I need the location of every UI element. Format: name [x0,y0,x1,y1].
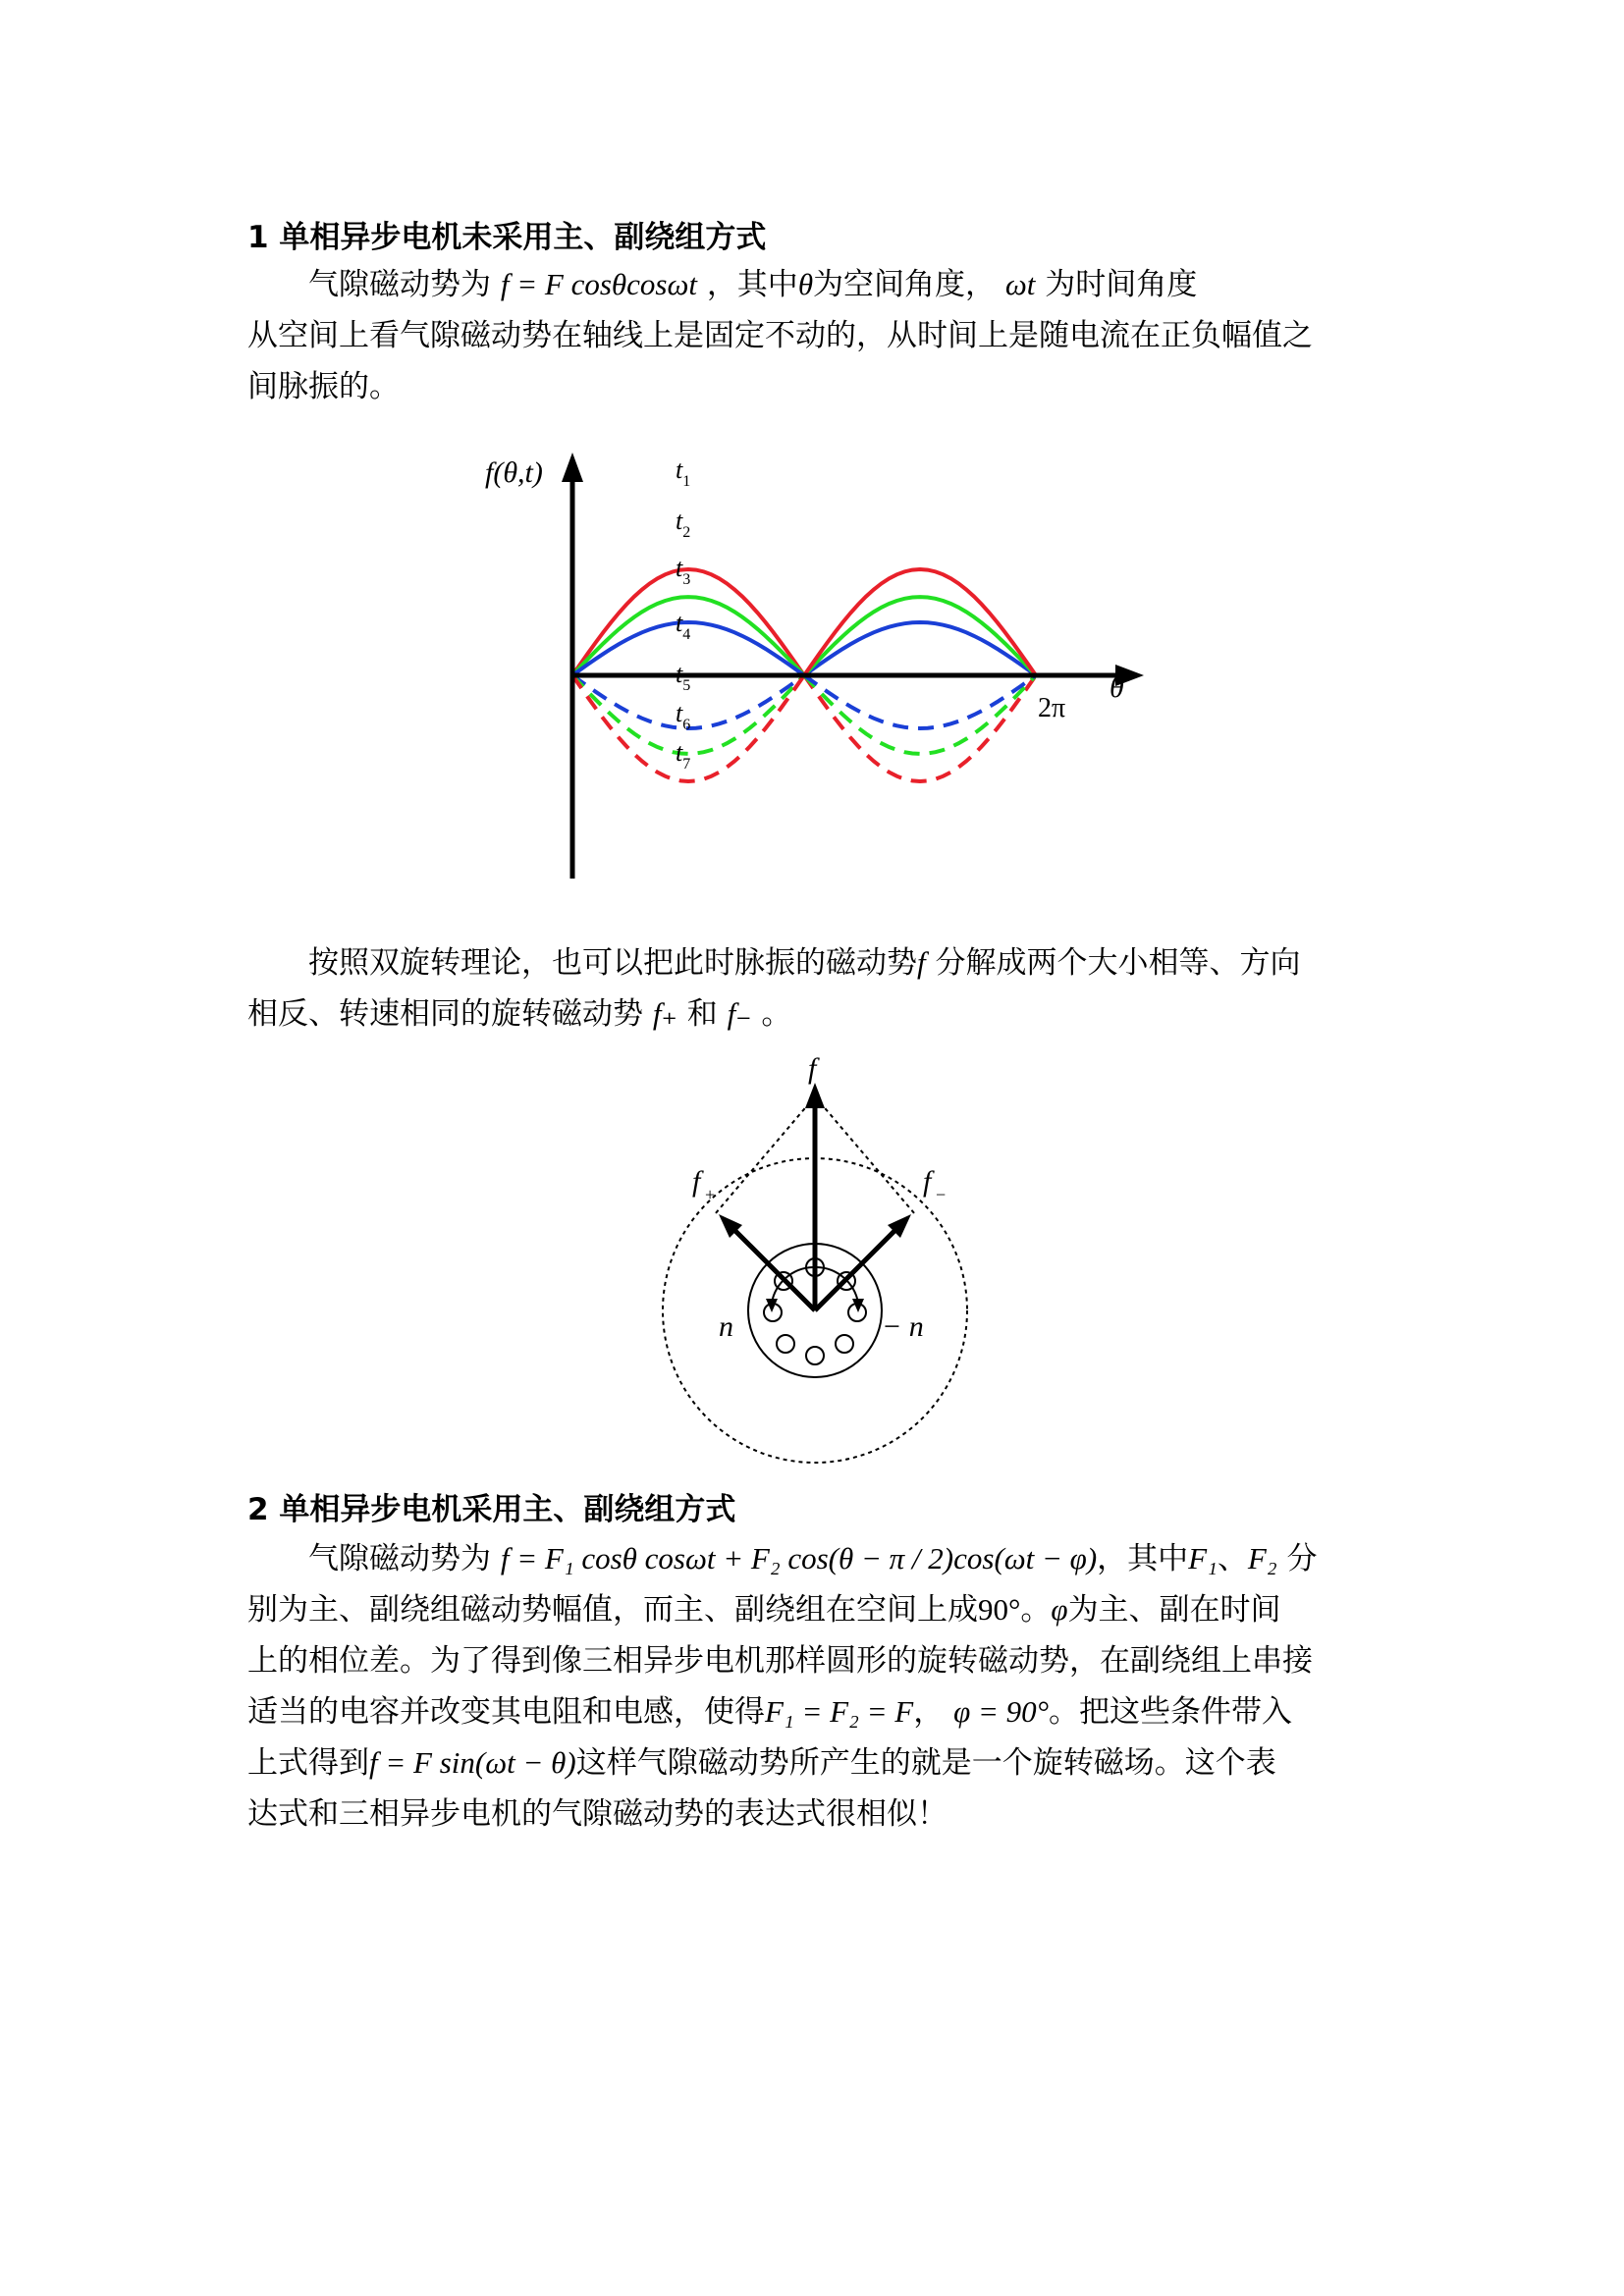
formula-f-cos: f = F cosθcosωt [500,267,697,301]
dashed-tangent-left [715,1096,815,1214]
symbol-F2: F₂ [1247,1541,1277,1575]
curve-label-t4: $t_4$ [676,609,691,643]
symbol-f: f [917,945,926,980]
curve-labels [676,455,690,773]
slot [836,1335,853,1353]
vector-f-minus [815,1222,903,1310]
section1-line1 [247,259,1386,310]
section1b-line2 [247,988,1386,1040]
text-run: 分解成两个大小相等、方向 [935,945,1301,981]
period-label: 2π [1038,693,1066,723]
x-axis-label: θ [1110,671,1124,704]
label-f-plus: f [692,1165,701,1198]
section1-line3: 间脉振的。 [247,369,400,404]
symbol-f-plus: f₊ [652,996,677,1031]
curve-label-sub: 3 [682,571,691,588]
text-run: 按照双旋转理论，也可以把此时脉振的磁动势 [308,945,917,981]
text-run: 相反、转速相同的旋转磁动势 [247,996,643,1032]
section2-heading: 2 单相异步电机采用主、副绕组方式 [247,1492,736,1527]
symbol-phi: φ [1051,1592,1068,1627]
section2-line3: 上的相位差。为了得到像三相异步电机那样圆形的旋转磁动势，在副绕组上串接 [247,1643,1313,1679]
curve-label-t2: $t_2$ [676,507,691,541]
text-run: ，其中 [706,267,798,302]
text-run: 。把这些条件带入 [1049,1694,1293,1730]
text-run: 分 [1286,1541,1318,1576]
text-run: ， [913,1694,945,1730]
label-f: f [808,1052,817,1085]
symbol-f-minus: f₋ [727,996,752,1031]
section2-line5 [247,1737,1386,1789]
label-minus-n: − n [882,1310,924,1343]
label-f-minus: f [923,1165,932,1198]
curve-label-t1: $t_1$ [676,455,691,490]
text-run: 。 [761,996,792,1032]
symbol-90-deg: 90° [978,1592,1021,1627]
text-run: 和 [686,996,718,1032]
curve-label-sub: 1 [682,473,691,490]
text-run: ，其中 [1097,1541,1189,1576]
slot [806,1347,824,1364]
symbol-theta: θ [797,267,814,301]
section1-heading: 1 单相异步电机未采用主、副绕组方式 [247,220,767,255]
section2-line1 [247,1533,1386,1584]
slot [777,1335,794,1353]
section1-line2: 从空间上看气隙磁动势在轴线上是固定不动的，从时间上是随电流在正负幅值之 [247,318,1313,353]
vector-f-plus [727,1222,815,1310]
label-f-plus-sub: + [705,1185,716,1204]
symbol-omega-t: ωt [1004,267,1036,301]
curve-t6-solid [804,597,1036,675]
formula-rotating: f = F sin(ωt − θ) [369,1745,576,1780]
label-n: n [719,1310,733,1343]
section2-line2 [247,1584,1386,1635]
curve-label-sub: 7 [682,756,691,773]
section1b-paragraph [247,937,1386,1040]
figure2-rotating-decomposition [648,1045,982,1477]
text-run: 为主、副在时间 [1067,1592,1281,1628]
formula-F-equal: F₁ = F₂ = F [765,1694,914,1729]
text-run: 为时间角度 [1045,267,1198,302]
y-axis-arrow-icon [562,453,583,482]
section2-line4 [247,1686,1386,1737]
formula-phi-90: φ = 90° [953,1694,1050,1729]
text-run: 、 [1217,1541,1248,1576]
formula-two-winding: f = F₁ cosθ cosωt + F₂ cos(θ − π / 2)cos(ωt − φ) [500,1541,1098,1575]
text-run: 气隙磁动势为 [308,267,491,302]
curve-label-sub: 4 [682,626,691,643]
curve-label-t5: $t_5$ [676,660,691,694]
curve-t2-dashed [804,675,1036,754]
curve-label-sub: 2 [682,524,691,541]
vector-f-arrow-icon [805,1083,825,1108]
text-run: 别为主、副绕组磁动势幅值，而主、副绕组在空间上成 [247,1592,978,1628]
label-f-minus-sub: − [936,1185,947,1204]
figure1-pulsating-mmf [461,447,1168,879]
symbol-F1: F₁ [1188,1541,1218,1575]
section1b-line1 [247,937,1386,988]
text-run: 气隙磁动势为 [308,1541,491,1576]
y-axis-label: f(θ,t) [485,456,543,489]
text-run: 上式得到 [247,1745,369,1781]
curve-label-t7: $t_7$ [676,738,691,773]
text-run: 为空间角度， [813,267,997,302]
curve-label-sub: 5 [682,677,691,694]
text-run: 。 [1020,1592,1052,1628]
curve-label-t3: $t_3$ [676,554,691,588]
section2-line6: 达式和三相异步电机的气隙磁动势的表达式很相似！ [247,1796,947,1832]
section2-paragraph [247,1533,1386,1840]
curve-label-sub: 6 [682,717,691,733]
section1-paragraph [247,259,1386,412]
text-run: 这样气隙磁动势所产生的就是一个旋转磁场。这个表 [575,1745,1276,1781]
text-run: 适当的电容并改变其电阻和电感，使得 [247,1694,765,1730]
curve-label-t6: $t_6$ [676,699,691,733]
dashed-tangent-right [815,1096,915,1214]
